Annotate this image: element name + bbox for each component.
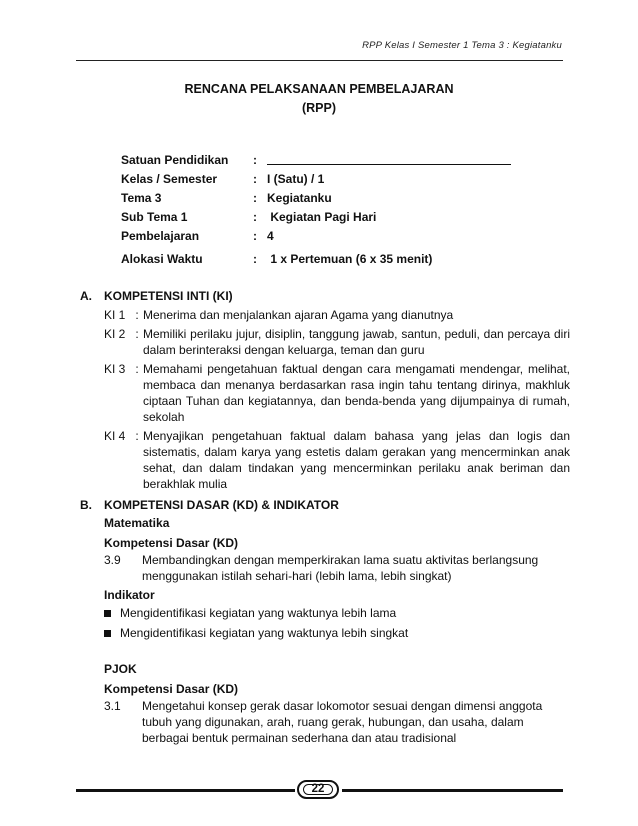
info-colon: : bbox=[253, 172, 257, 186]
footer-rule-right bbox=[342, 789, 563, 792]
ki-item bbox=[104, 361, 570, 425]
info-label: Tema 3 bbox=[121, 191, 162, 205]
ki-item bbox=[104, 307, 570, 323]
info-value: Kegiatanku bbox=[267, 191, 332, 205]
ki-colon: : bbox=[135, 429, 139, 443]
title-line-2: (RPP) bbox=[301, 101, 337, 115]
section-heading bbox=[80, 287, 570, 305]
info-value: 4 bbox=[267, 229, 274, 243]
info-label: Kelas / Semester bbox=[121, 172, 218, 186]
info-value: I (Satu) / 1 bbox=[267, 172, 325, 186]
kd-item bbox=[104, 698, 570, 746]
info-colon: : bbox=[253, 153, 257, 167]
info-row-pembelajaran bbox=[121, 227, 511, 246]
kd-text: Membandingkan dengan memperkirakan lama suatu aktivitas berlangsung menggunakan istilah sehari-hari (lebih lama, lebih singkat) bbox=[142, 553, 539, 583]
footer-rule-left bbox=[76, 789, 295, 792]
section-title: KOMPETENSI INTI (KI) bbox=[104, 289, 233, 303]
ki-text: Memiliki perilaku jujur, disiplin, tanggung jawab, santun, peduli, dan percaya diri dalam berinteraksi dengan keluarga, teman dan guru bbox=[143, 327, 570, 357]
info-row-tema bbox=[121, 189, 511, 208]
info-colon: : bbox=[253, 210, 257, 224]
kd-text: Mengetahui konsep gerak dasar lokomotor sesuai dengan dimensi anggota tubuh yang digunakan, arah, ruang gerak, hubungan, dan usaha, dalam berbagai bentuk permainan sederhana dan atau tradisional bbox=[142, 699, 543, 745]
subject-pjok: PJOK bbox=[104, 662, 137, 676]
ki-code: KI 1 bbox=[104, 308, 126, 322]
info-label: Sub Tema 1 bbox=[121, 210, 188, 224]
title-line-1: RENCANA PELAKSANAAN PEMBELAJARAN bbox=[184, 82, 454, 96]
ki-colon: : bbox=[135, 362, 139, 376]
info-label: Satuan Pendidikan bbox=[121, 153, 229, 167]
header-rule bbox=[76, 60, 563, 61]
section-letter: A. bbox=[80, 289, 92, 303]
info-label: Pembelajaran bbox=[121, 229, 200, 243]
document-title bbox=[0, 80, 638, 118]
ki-colon: : bbox=[135, 327, 139, 341]
ki-code: KI 4 bbox=[104, 429, 126, 443]
ki-text: Memahami pengetahuan faktual dengan cara mengamati mendengar, melihat, membaca dan menanya berdasarkan rasa ingin tahu tentang dirinya, makhluk ciptaan Tuhan dan kegiatannya, dan benda-benda yang dijumpainya di rumah, sekolah bbox=[143, 362, 570, 424]
blank-fill-line bbox=[267, 151, 511, 165]
info-colon: : bbox=[253, 252, 257, 266]
section-kompetensi-inti bbox=[80, 287, 570, 492]
info-colon: : bbox=[253, 229, 257, 243]
ki-item bbox=[104, 326, 570, 358]
indicator-item bbox=[104, 624, 570, 642]
section-title: KOMPETENSI DASAR (KD) & INDIKATOR bbox=[104, 498, 339, 512]
info-colon: : bbox=[253, 191, 257, 205]
indicator-text: Mengidentifikasi kegiatan yang waktunya lebih lama bbox=[120, 606, 397, 620]
page-number: 22 bbox=[311, 783, 325, 795]
info-value: Kegiatan Pagi Hari bbox=[267, 210, 377, 224]
ki-code: KI 3 bbox=[104, 362, 126, 376]
identity-block bbox=[121, 151, 511, 269]
section-heading bbox=[80, 496, 570, 514]
bullet-square-icon bbox=[104, 624, 120, 642]
info-row-satuan bbox=[121, 151, 511, 170]
kd-heading: Kompetensi Dasar (KD) bbox=[104, 682, 239, 696]
ki-text: Menyajikan pengetahuan faktual dalam bahasa yang jelas dan logis dan sistematis, dalam karya yang estetis dalam gerakan yang mencerminkan anak sehat, dan dalam tindakan yang mencerminkan perilaku anak beriman dan berakhlak mulia bbox=[143, 429, 570, 491]
ki-text: Menerima dan menjalankan ajaran Agama yang dianutnya bbox=[143, 308, 454, 322]
indicator-heading: Indikator bbox=[104, 588, 155, 602]
info-label: Alokasi Waktu bbox=[121, 252, 203, 266]
bullet-square-icon bbox=[104, 604, 120, 622]
ki-colon: : bbox=[135, 308, 139, 322]
running-header: RPP Kelas I Semester 1 Tema 3 : Kegiatanku bbox=[362, 40, 562, 51]
subject-matematika: Matematika bbox=[104, 516, 170, 530]
info-row-subtema bbox=[121, 208, 511, 227]
kd-code: 3.1 bbox=[104, 699, 121, 713]
section-kompetensi-dasar bbox=[80, 496, 570, 746]
kd-item bbox=[104, 552, 570, 584]
section-letter: B. bbox=[80, 498, 92, 512]
info-row-alokasi bbox=[121, 250, 511, 269]
indicator-item bbox=[104, 604, 570, 622]
info-value: 1 x Pertemuan (6 x 35 menit) bbox=[267, 252, 433, 266]
info-row-kelas bbox=[121, 170, 511, 189]
ki-item bbox=[104, 428, 570, 492]
page-number-badge bbox=[297, 780, 339, 799]
ki-code: KI 2 bbox=[104, 327, 126, 341]
indicator-text: Mengidentifikasi kegiatan yang waktunya lebih singkat bbox=[120, 626, 409, 640]
kd-heading: Kompetensi Dasar (KD) bbox=[104, 536, 239, 550]
kd-code: 3.9 bbox=[104, 553, 121, 567]
